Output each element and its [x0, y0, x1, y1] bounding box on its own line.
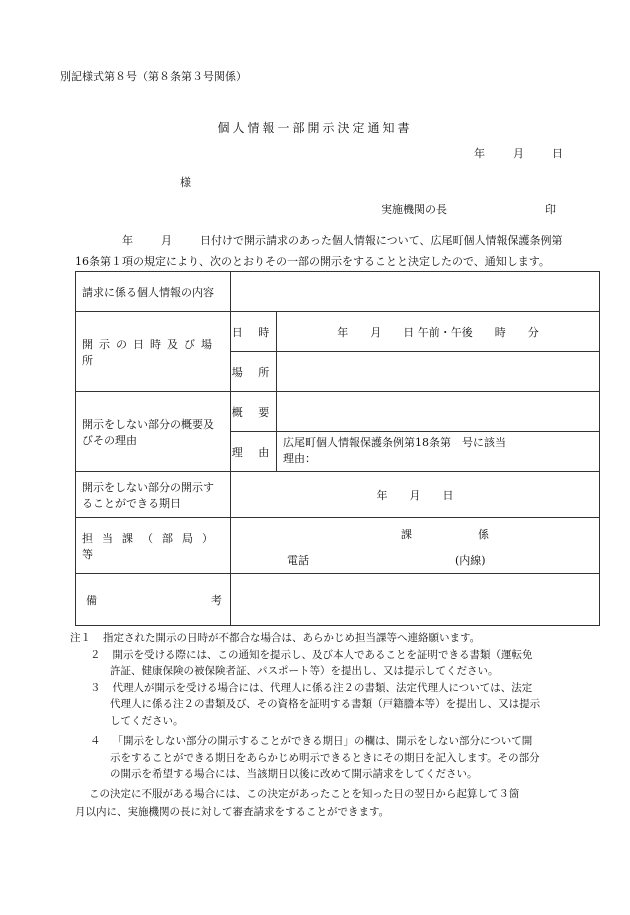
reason-line: 広尾町個人情報保護条例第18条第 号に該当	[283, 436, 506, 449]
appeal-line: 月以内に、実施機関の長に対して審査請求をすることができます。	[75, 806, 390, 818]
note-item	[70, 733, 540, 783]
table-row	[76, 272, 600, 312]
note-line: 許証、健康保険の被保険者証、パスポート等）を提出し、又は提示してください。	[110, 665, 499, 677]
datetime-label: 日 時	[231, 312, 277, 352]
note-line: 「開示をしない部分の開示することができる期日」の欄は、開示をしない部分について開	[112, 735, 533, 747]
disclosure-date-label	[76, 472, 231, 518]
table-row	[76, 574, 600, 626]
note-line: 示をすることができる期日をあらかじめ明示できるときにその期日を記入します。その部分	[110, 751, 540, 764]
remarks-label-right: 考	[211, 593, 222, 607]
notes-section	[70, 630, 540, 783]
responsible-section-label: 担当課（部局）等	[76, 518, 231, 574]
reason-line: 理由：	[283, 452, 316, 465]
label-line: 開示をしない部分の開示す	[82, 480, 214, 494]
label-line: びその理由	[82, 433, 137, 447]
agency-head-label: 実施機関の長	[381, 203, 447, 216]
disclosure-date-value: 年 月 日	[231, 472, 600, 518]
note-line: してください。	[110, 714, 184, 727]
intro-line-2: 16条第１項の規定により、次のとおりその一部の開示をすることと決定したので、通知します。	[75, 255, 550, 268]
seal-mark: 印	[545, 203, 556, 216]
date-year-label: 年	[474, 147, 485, 160]
content-value	[231, 272, 600, 312]
datetime-value: 年 月 日 午前・午後 時 分	[277, 312, 600, 352]
content-label: 請求に係る個人情報の内容	[76, 272, 231, 312]
note-number: 注１	[70, 632, 91, 644]
document-title: 個人情報一部開示決定通知書	[217, 121, 413, 135]
date-day-label: 日	[552, 147, 563, 160]
notice-table	[75, 271, 600, 626]
note-line: 指定された開示の日時が不都合な場合は、あらかじめ担当課等へ連絡願います。	[103, 632, 481, 644]
reason-value	[277, 432, 600, 472]
appeal-notice	[75, 785, 519, 821]
note-line: 代理人が開示を受ける場合には、代理人に係る注２の書類、法定代理人については、法定	[112, 681, 533, 694]
addressee-suffix: 様	[180, 176, 191, 189]
note-number: ４	[90, 735, 101, 747]
extension-label: (内線)	[455, 553, 486, 567]
intro-line-1	[122, 232, 562, 248]
note-number: ２	[90, 648, 101, 661]
appeal-line: この決定に不服がある場合には、この決定があったことを知った日の翌日から起算して３箇	[89, 788, 520, 800]
note-number: ３	[90, 681, 101, 694]
datetime-place-label: 開示の日時及び場所	[76, 312, 231, 392]
table-row	[76, 472, 600, 518]
table-row	[76, 518, 600, 574]
remarks-label-left: 備	[86, 593, 97, 607]
intro-month: 月	[161, 234, 172, 247]
table-row	[76, 312, 600, 352]
date-month-label: 月	[513, 147, 524, 160]
note-item	[70, 647, 540, 680]
section-line: 課 係	[401, 527, 489, 541]
place-label: 場 所	[231, 352, 277, 392]
table-row	[76, 392, 600, 432]
note-line: の開示を希望する場合には、当該期日以後に改めて開示請求をしてください。	[110, 768, 478, 780]
remarks-label	[76, 574, 231, 626]
issue-date	[474, 145, 563, 161]
place-value	[277, 352, 600, 392]
phone-line	[237, 552, 593, 566]
intro-year: 年	[122, 234, 133, 247]
summary-label: 概 要	[231, 392, 277, 432]
intro-text: 日付けで開示請求のあった個人情報について、広尾町個人情報保護条例第	[200, 234, 563, 247]
note-line: 開示を受ける際には、この通知を提示し、及び本人であることを証明できる書類（運転免	[112, 648, 533, 661]
phone-label: 電話	[287, 553, 309, 567]
form-reference: 別記様式第８号（第８条第３号関係）	[60, 70, 247, 83]
undisclosed-summary-label	[76, 392, 231, 472]
label-line: 開示をしない部分の概要及	[82, 417, 214, 431]
label-line: ることができる期日	[82, 496, 181, 510]
responsible-section-value	[231, 518, 600, 574]
note-line: 代理人に係る注２の書類及び、その資格を証明する書類（戸籍謄本等）を提出し、又は提示	[110, 698, 541, 710]
note-item	[70, 630, 540, 647]
reason-label: 理 由	[231, 432, 277, 472]
remarks-value	[231, 574, 600, 626]
summary-value	[277, 392, 600, 432]
note-item	[70, 680, 540, 730]
